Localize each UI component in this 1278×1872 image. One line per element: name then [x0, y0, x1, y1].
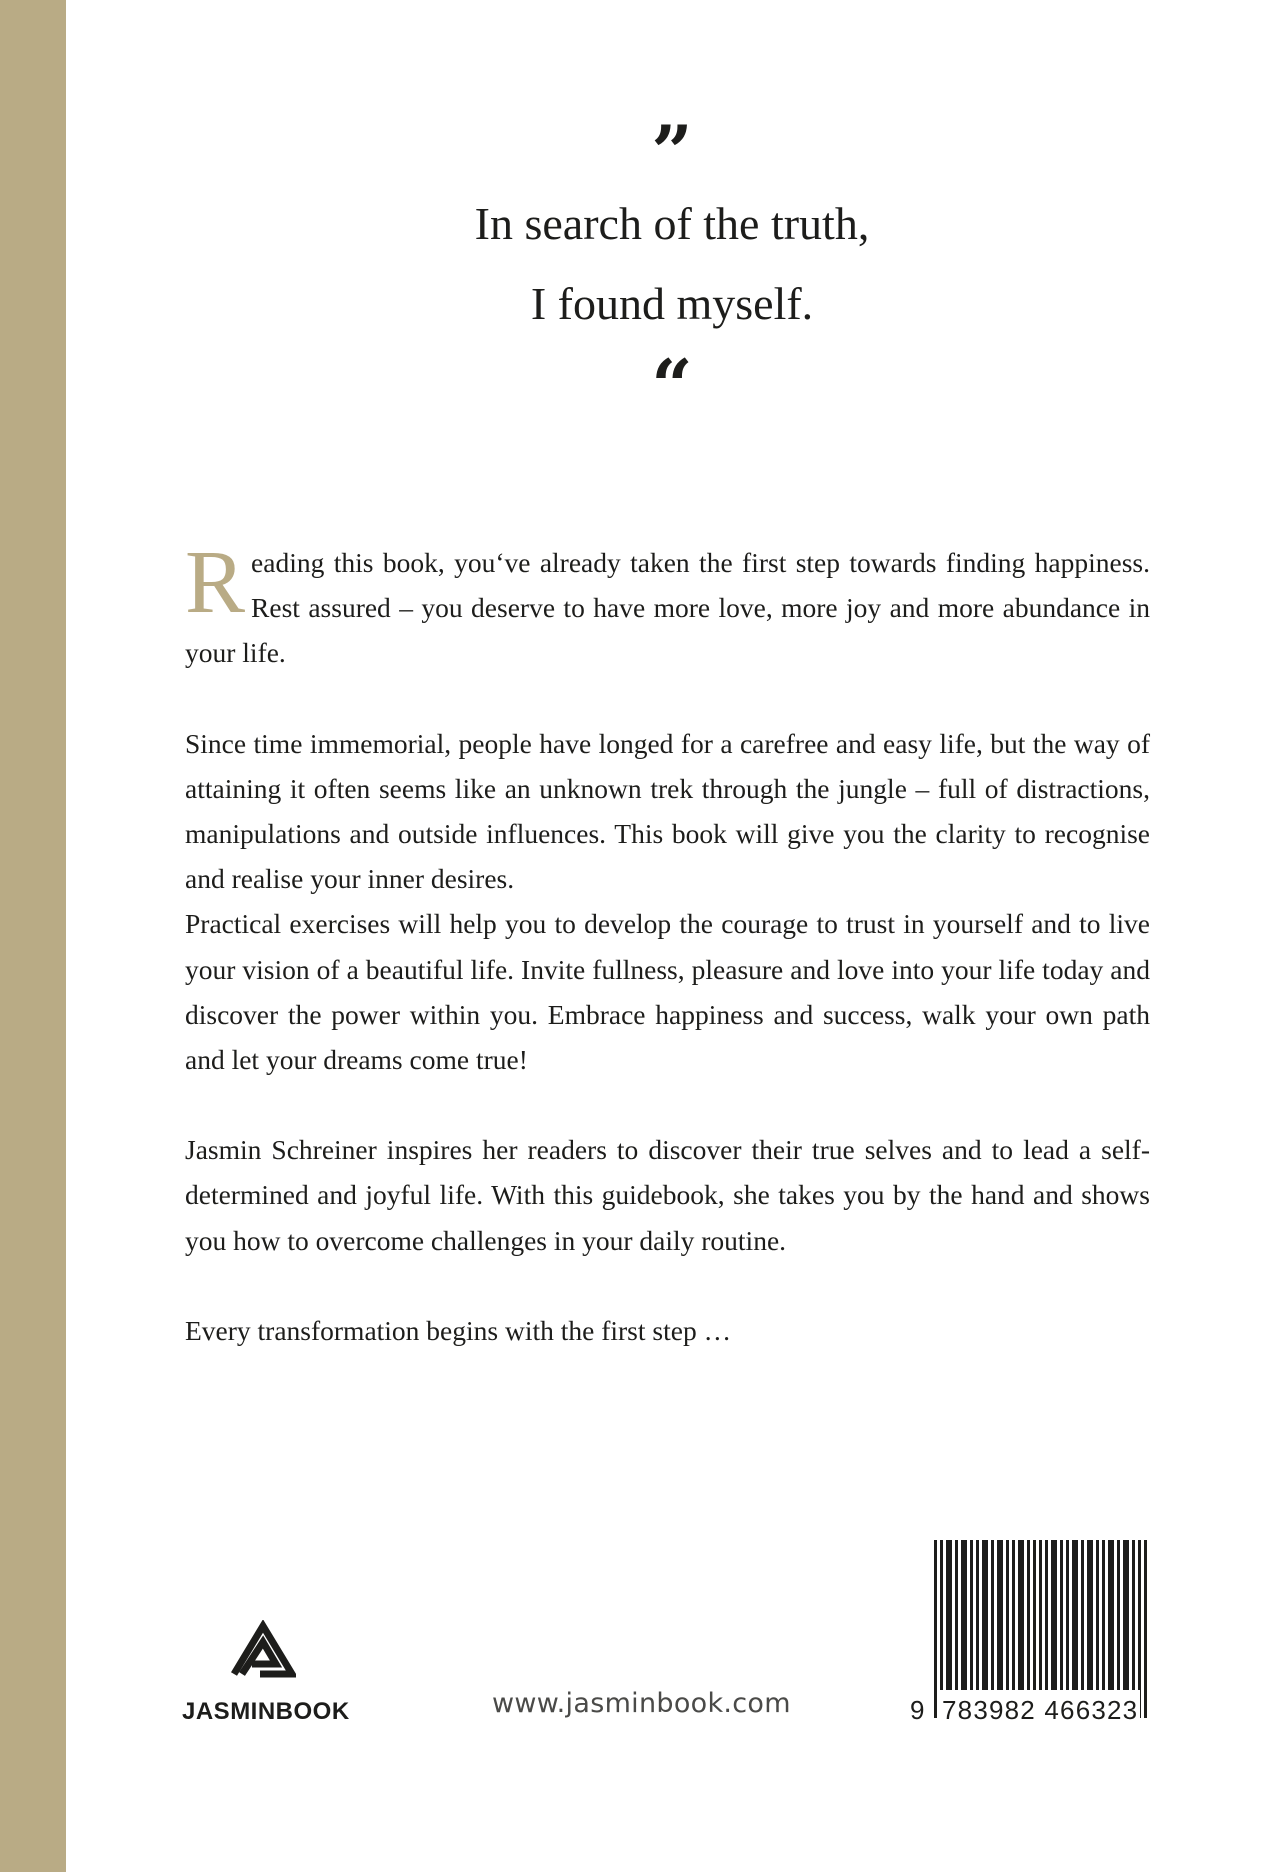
- isbn-barcode: [910, 1540, 1150, 1740]
- pull-quote: [66, 109, 1278, 428]
- spine-color-band: [0, 0, 66, 1872]
- jasminbook-logo-icon: [230, 1620, 296, 1678]
- blurb-paragraph-1: [185, 533, 1150, 676]
- blurb-paragraph-4: Jasmin Schreiner inspires her readers to discover their true selves and to lead a self-determined and joyful life. With this guidebook, she takes you by the hand and shows you how to overcome challenges in your daily routine.: [185, 1134, 1150, 1256]
- blurb-paragraph-2: Since time immemorial, people have longed for a carefree and easy life, but the way of attaining it often seems like an unknown trek through the jungle – full of distractions, manipulations and outside influences. This book will give you the clarity to recognise and realise your inner desires.: [185, 727, 1150, 895]
- drop-cap: R: [185, 533, 246, 632]
- isbn-number: [910, 1690, 1150, 1730]
- back-cover-blurb: [185, 533, 1150, 1353]
- publisher-block: [182, 1620, 362, 1726]
- quote-line-2: I found myself.: [530, 278, 814, 329]
- closing-quote-mark-icon: ”: [651, 109, 693, 194]
- blurb-paragraph-1-text: eading this book, you‘ve already taken the first step towards finding happiness. Rest assured – you deserve to have more love, more joy and more abundance in your life.: [185, 547, 1150, 669]
- isbn-digits: 783982 466323: [940, 1690, 1140, 1730]
- quote-line-1: In search of the truth,: [474, 198, 870, 249]
- publisher-website: www.jasminbook.com: [492, 1688, 791, 1719]
- publisher-name: JASMINBOOK: [182, 1698, 350, 1725]
- blurb-paragraph-5: Every transformation begins with the first step …: [185, 1314, 732, 1346]
- blurb-paragraph-3: Practical exercises will help you to develop the courage to trust in yourself and to live your vision of a beautiful life. Invite fullness, pleasure and love into your life today and discover the power within you. Embrace happiness and success, walk your own path and let your dreams come true!: [185, 908, 1150, 1076]
- opening-quote-mark-icon: “: [651, 343, 693, 428]
- isbn-lead-digit: 9: [910, 1695, 925, 1725]
